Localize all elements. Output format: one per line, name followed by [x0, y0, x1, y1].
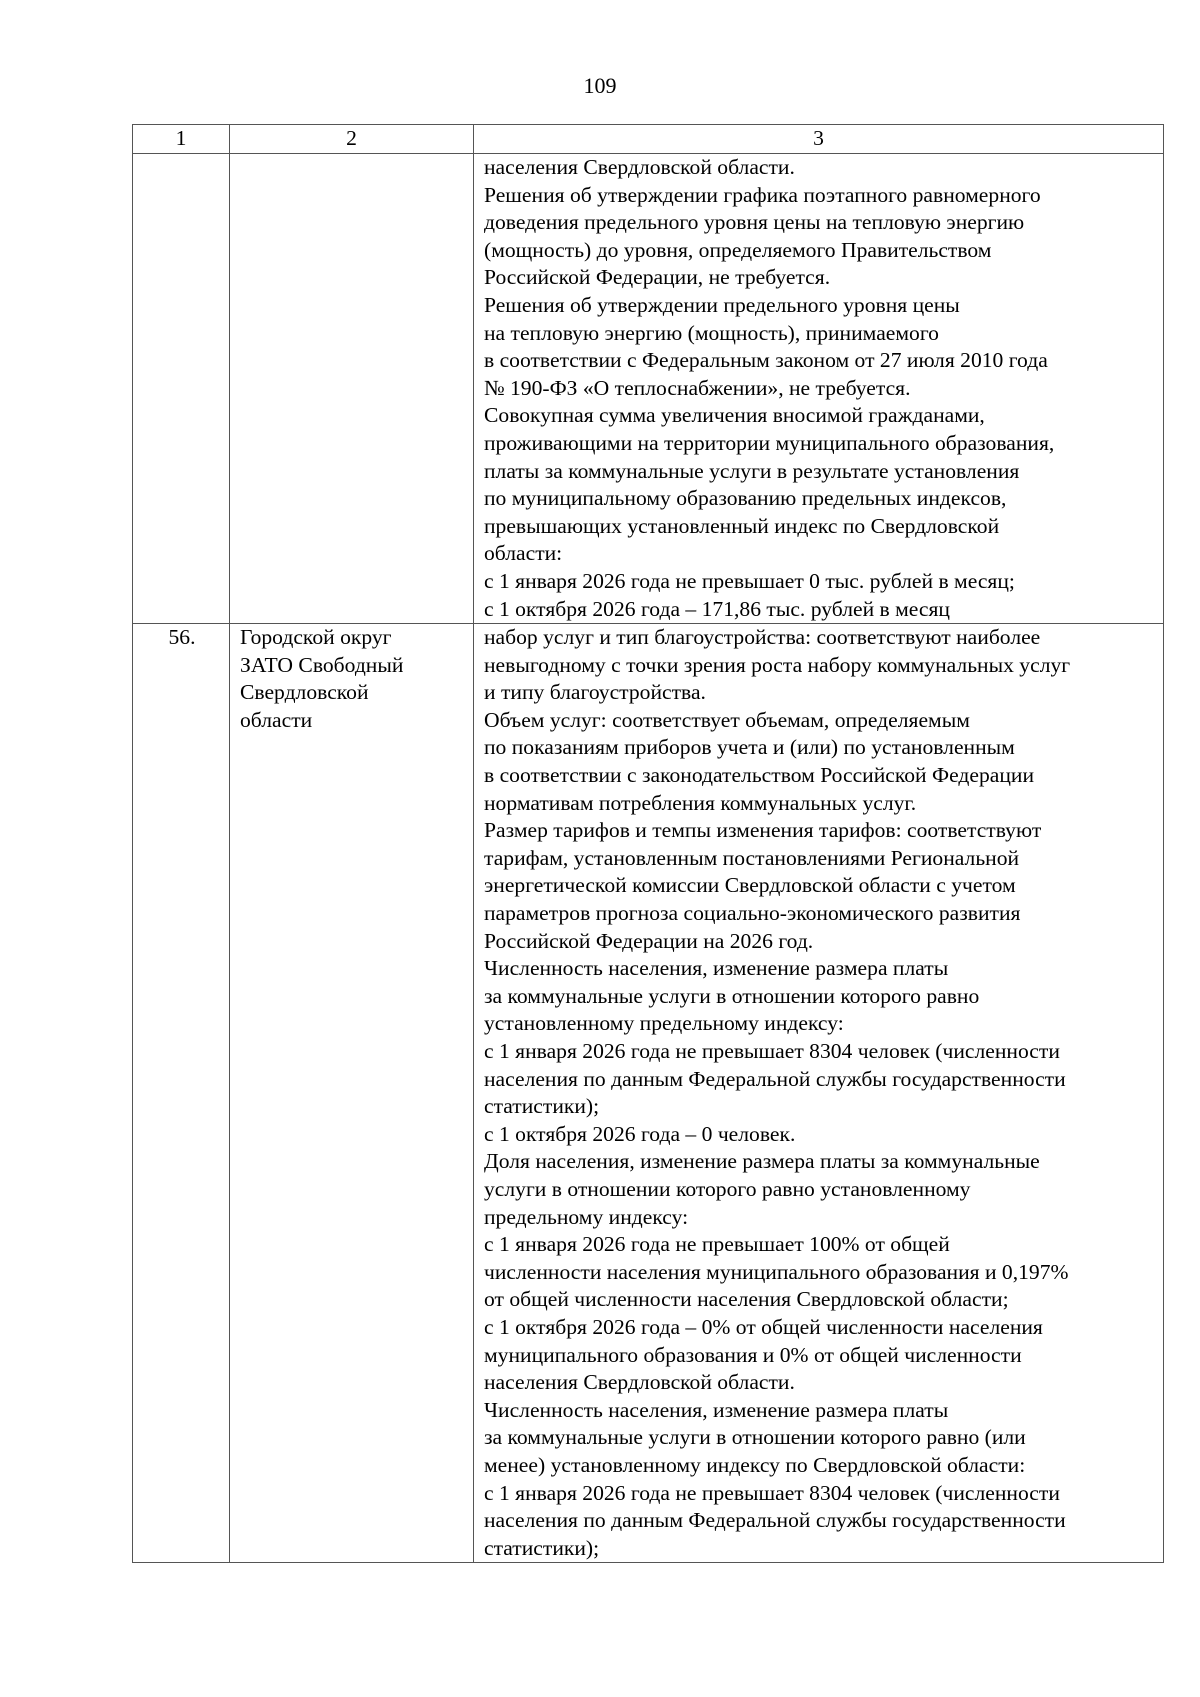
text-line: параметров прогноза социально-экономического развития — [484, 901, 1021, 926]
text-line: населения Свердловской области. — [484, 1370, 795, 1395]
page-number: 109 — [583, 73, 617, 98]
text-line: области — [240, 707, 313, 732]
text-line: за коммунальные услуги в отношении которого равно (или — [484, 1425, 1026, 1450]
text-line: и типу благоустройства. — [484, 680, 706, 705]
text-line: с 1 января 2026 года не превышает 100% от общей — [484, 1232, 950, 1257]
column-number-1: 1 — [133, 125, 230, 154]
column-number-2: 2 — [230, 125, 474, 154]
table-row-56 — [133, 624, 1164, 1563]
text-line: энергетической комиссии Свердловской области с учетом — [484, 873, 1016, 898]
text-line: статистики); — [484, 1535, 600, 1560]
text-line: платы за коммунальные услуги в результате установления — [484, 458, 1020, 483]
text-line: Российской Федерации, не требуется. — [484, 265, 831, 290]
text-line: превышающих установленный индекс по Свердловской — [484, 513, 1000, 538]
text-line: (мощность) до уровня, определяемого Правительством — [484, 237, 992, 262]
text-line: с 1 октября 2026 года – 171,86 тыс. рублей в месяц — [484, 596, 950, 621]
text-line: ЗАТО Свободный — [240, 652, 404, 677]
text-line: за коммунальные услуги в отношении которого равно — [484, 983, 980, 1008]
text-line: тарифам, установленным постановлениями Региональной — [484, 845, 1020, 870]
text-line: по показаниям приборов учета и (или) по установленным — [484, 735, 1015, 760]
text-line: муниципального образования и 0% от общей численности — [484, 1342, 1022, 1367]
text-line: Численность населения, изменение размера платы — [484, 1397, 949, 1422]
text-line: статистики); — [484, 1094, 600, 1119]
text-line: невыгодному с точки зрения роста набору коммунальных услуг — [484, 652, 1071, 677]
text-line: населения Свердловской области. — [484, 155, 795, 179]
row-text-cell — [474, 624, 1164, 1563]
column-number-3: 3 — [474, 125, 1164, 154]
text-line: области: — [484, 541, 563, 566]
text-line: проживающими на территории муниципального образования, — [484, 430, 1055, 455]
text-line: доведения предельного уровня цены на тепловую энергию — [484, 210, 1025, 235]
text-line: с 1 января 2026 года не превышает 8304 человек (численности — [484, 1480, 1060, 1505]
text-line: установленному предельному индексу: — [484, 1011, 844, 1036]
text-line: с 1 января 2026 года не превышает 8304 человек (численности — [484, 1039, 1060, 1063]
text-line: Решения об утверждении графика поэтапного равномерного — [484, 182, 1041, 207]
row-number-cell — [133, 154, 230, 624]
text-line: на тепловую энергию (мощность), принимаемого — [484, 320, 939, 345]
text-line: от общей численности населения Свердловской области; — [484, 1287, 1009, 1312]
text-line: Российской Федерации на 2026 год. — [484, 928, 814, 953]
text-line: населения по данным Федеральной службы государственности — [484, 1066, 1066, 1091]
text-line: Городской округ — [240, 625, 392, 650]
text-line: с 1 октября 2026 года – 0% от общей численности населения — [484, 1314, 1043, 1339]
text-line: Численность населения, изменение размера платы — [484, 956, 949, 981]
row-number-cell: 56. — [133, 624, 230, 1563]
text-line: в соответствии с законодательством Российской Федерации — [484, 763, 1034, 788]
text-line: Доля населения, изменение размера платы за коммунальные — [484, 1149, 1040, 1174]
table-header-row — [133, 125, 1164, 154]
document-table — [132, 124, 1164, 1563]
text-line: Решения об утверждении предельного уровня цены — [484, 292, 960, 317]
text-line: Размер тарифов и темпы изменения тарифов: соответствуют — [484, 818, 1042, 843]
text-line: предельному индексу: — [484, 1204, 689, 1229]
row-name-cell — [230, 624, 474, 1563]
row-name-cell — [230, 154, 474, 624]
text-line: нормативам потребления коммунальных услуг. — [484, 790, 917, 815]
row-text-cell — [474, 154, 1164, 624]
text-line: с 1 января 2026 года не превышает 0 тыс. рублей в месяц; — [484, 568, 1015, 593]
text-line: с 1 октября 2026 года – 0 человек. — [484, 1121, 796, 1146]
text-line: в соответствии с Федеральным законом от 27 июля 2010 года — [484, 348, 1048, 373]
text-line: Совокупная сумма увеличения вносимой гражданами, — [484, 403, 985, 428]
text-line: набор услуг и тип благоустройства: соответствуют наиболее — [484, 625, 1041, 650]
text-line: менее) установленному индексу по Свердловской области: — [484, 1452, 1026, 1477]
text-line: Объем услуг: соответствует объемам, определяемым — [484, 707, 970, 732]
text-line: численности населения муниципального образования и 0,197% — [484, 1259, 1069, 1284]
text-line: Свердловской — [240, 680, 369, 705]
text-line: № 190-ФЗ «О теплоснабжении», не требуется. — [484, 375, 911, 400]
text-line: услуги в отношении которого равно установленному — [484, 1176, 971, 1201]
text-line: населения по данным Федеральной службы государственности — [484, 1508, 1066, 1533]
text-line: по муниципальному образованию предельных индексов, — [484, 486, 1007, 511]
table-row-continuation — [133, 154, 1164, 624]
